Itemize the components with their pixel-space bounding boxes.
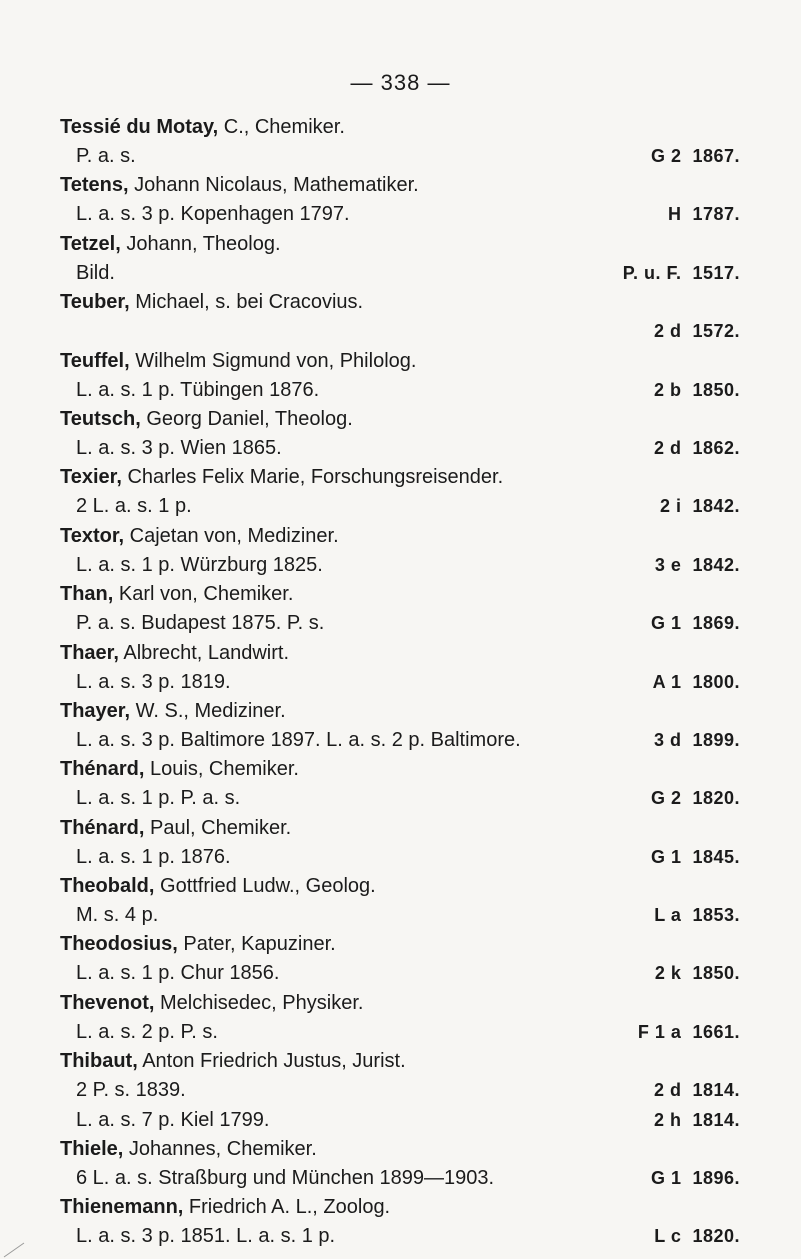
entry-shelf-code: G 1 1869.: [650, 613, 740, 634]
entry-shelf-code: 2 d 1862.: [653, 437, 740, 458]
entry-heading: [60, 639, 740, 668]
entry-heading: [60, 1135, 740, 1164]
entry-heading: [60, 872, 740, 901]
entry-detail-line: [60, 259, 740, 288]
entry-description: Paul, Chemiker.: [144, 816, 292, 839]
entry-description: Johannes, Chemiker.: [123, 1138, 317, 1161]
entry-shelf-code: 3 e 1842.: [654, 554, 740, 575]
entry-description: Georg Daniel, Theolog.: [140, 407, 353, 430]
entry-description: Johann Nicolaus, Mathematiker.: [128, 174, 419, 197]
entry-detail-line: [60, 376, 740, 405]
entry-detail-text: 2 P. s. 1839.: [76, 1079, 186, 1102]
entry-detail-text: L. a. s. 3 p. Kopenhagen 1797.: [76, 203, 350, 226]
entry-description: Cajetan von, Mediziner.: [124, 524, 339, 547]
entry-description: Wilhelm Sigmund von, Philolog.: [129, 349, 417, 372]
entry-detail-text: L. a. s. 1 p. 1876.: [76, 845, 231, 868]
entry-heading: [60, 405, 740, 434]
entry-detail-line: [60, 1164, 740, 1193]
entry: [60, 288, 740, 346]
entry: [60, 639, 740, 697]
entry-description: Albrecht, Landwirt.: [118, 641, 290, 664]
entry-heading: [60, 113, 740, 142]
entry-name: Thibaut,: [60, 1050, 138, 1073]
entry-shelf-code: A 1 1800.: [652, 671, 740, 692]
entry-detail-line: [60, 784, 740, 813]
entry-shelf-code: G 1 1845.: [650, 846, 740, 867]
entry: [60, 697, 740, 755]
entry-detail-text: L. a. s. 1 p. Chur 1856.: [76, 962, 280, 985]
entry-shelf-code: 2 d 1572.: [653, 321, 740, 342]
entry: [60, 1047, 740, 1135]
entry-name: Texier,: [60, 466, 122, 489]
entry-detail-line: [60, 1018, 740, 1047]
entry: [60, 989, 740, 1047]
entry-description: Louis, Chemiker.: [144, 758, 299, 781]
entry-detail-text: P. a. s.: [76, 145, 136, 167]
entry-detail-line: [60, 959, 740, 988]
entry-shelf-code: G 1 1896.: [650, 1168, 740, 1189]
entry-heading: [60, 463, 740, 492]
entry-description: Michael, s. bei Cracovius.: [129, 291, 364, 314]
entry-detail-line: [60, 1106, 740, 1135]
entry-heading: [60, 347, 740, 376]
entry-detail-line: [60, 901, 740, 930]
entry-name: Tetens,: [60, 174, 129, 197]
entry-name: Teuffel,: [60, 349, 130, 372]
entry-shelf-code: 2 k 1850.: [654, 963, 740, 984]
entry-name: Textor,: [60, 524, 125, 547]
entry-name: Thayer,: [60, 699, 131, 722]
entry-shelf-code: F 1 a 1661.: [637, 1021, 740, 1042]
entry-name: Theodosius,: [60, 933, 178, 956]
entry-detail-text: P. a. s. Budapest 1875. P. s.: [76, 612, 325, 635]
entry-description: Anton Friedrich Justus, Jurist.: [137, 1050, 406, 1073]
entry-name: Thevenot,: [60, 991, 155, 1014]
entry-detail-line: [60, 317, 740, 346]
entry-description: W. S., Mediziner.: [130, 699, 286, 722]
page-corner-mark: [0, 1229, 40, 1259]
entry-heading: [60, 522, 740, 551]
entry-detail-text: L. a. s. 3 p. Wien 1865.: [76, 436, 282, 459]
entry-name: Thiele,: [60, 1138, 124, 1161]
entry-description: C., Chemiker.: [218, 116, 345, 138]
entry: [60, 522, 740, 580]
entry: [60, 463, 740, 521]
entry-name: Thaer,: [60, 641, 119, 664]
entry-detail-line: [60, 1222, 740, 1251]
entry-name: Than,: [60, 583, 114, 606]
entry-shelf-code: 2 h 1814.: [653, 1109, 740, 1130]
entry-heading: [60, 1047, 740, 1076]
entry: [60, 113, 740, 171]
entry: [60, 1135, 740, 1193]
entry-detail-text: L. a. s. 1 p. Tübingen 1876.: [76, 378, 320, 401]
entry-name: Theobald,: [60, 875, 155, 898]
entry-shelf-code: 3 d 1899.: [653, 729, 740, 750]
entry: [60, 755, 740, 813]
entry-heading: [60, 989, 740, 1018]
entry-shelf-code: 2 b 1850.: [653, 379, 740, 400]
entry-shelf-code: 2 i 1842.: [659, 496, 740, 517]
page-number: — 338 —: [350, 70, 451, 95]
entry-detail-line: [60, 609, 740, 638]
entry: [60, 930, 740, 988]
entry: [60, 580, 740, 638]
entry-name: Thénard,: [60, 816, 145, 839]
entry-detail-text: 6 L. a. s. Straßburg und München 1899—1903.: [76, 1167, 495, 1190]
entry-shelf-code: G 2 1820.: [650, 788, 740, 809]
entry: [60, 814, 740, 872]
entry-heading: [60, 580, 740, 609]
entry-description: Melchisedec, Physiker.: [154, 991, 364, 1014]
entry-detail-text: Bild.: [76, 261, 115, 284]
entry-detail-line: [60, 142, 740, 171]
entry-heading: [60, 814, 740, 843]
entry-name: Thienemann,: [60, 1196, 184, 1219]
entry-detail-text: 2 L. a. s. 1 p.: [76, 495, 192, 518]
entry-shelf-code: 2 d 1814.: [653, 1080, 740, 1101]
entry: [60, 171, 740, 229]
entry-description: Gottfried Ludw., Geolog.: [154, 875, 376, 898]
entry-name: Teuber,: [60, 291, 130, 314]
entry-detail-text: M. s. 4 p.: [76, 904, 159, 927]
entry-detail-line: [60, 668, 740, 697]
entry-detail-text: L. a. s. 3 p. 1819.: [76, 670, 231, 693]
entry-detail-line: [60, 434, 740, 463]
entry-detail-line: [60, 200, 740, 229]
entry-detail-line: [60, 726, 740, 755]
entry-heading: [60, 755, 740, 784]
entry: [60, 405, 740, 463]
entry-heading: [60, 230, 740, 259]
entry-detail-text: L. a. s. 3 p. Baltimore 1897. L. a. s. 2 p. Baltimore.: [76, 728, 521, 751]
entry-description: Johann, Theolog.: [120, 232, 281, 255]
entry-heading: [60, 930, 740, 959]
entry-detail-line: [60, 551, 740, 580]
entry-detail-line: [60, 1076, 740, 1105]
entry-name: Tetzel,: [60, 232, 121, 255]
entry-heading: [60, 171, 740, 200]
entry-description: Pater, Kapuziner.: [177, 933, 336, 956]
entry-detail-text: L. a. s. 2 p. P. s.: [76, 1020, 218, 1043]
entry-shelf-code: P. u. F. 1517.: [622, 262, 740, 283]
entry-list: [60, 113, 740, 1252]
entry-detail-text: [60, 317, 76, 346]
entry-description: Friedrich A. L., Zoolog.: [183, 1196, 391, 1219]
entry-heading: [60, 697, 740, 726]
entry: [60, 1193, 740, 1251]
entry-shelf-code: G 2 1867.: [650, 146, 740, 166]
entry-heading: [60, 1193, 740, 1222]
entry: [60, 872, 740, 930]
entry-shelf-code: L c 1820.: [654, 1226, 740, 1247]
entry-heading: [60, 288, 740, 317]
entry-name: Tessié du Motay,: [60, 116, 219, 138]
entry-detail-text: L. a. s. 3 p. 1851. L. a. s. 1 p.: [76, 1225, 336, 1248]
entry: [60, 347, 740, 405]
entry-name: Teutsch,: [60, 407, 141, 430]
entry-description: Karl von, Chemiker.: [113, 583, 294, 606]
entry-detail-line: [60, 492, 740, 521]
entry-detail-line: [60, 843, 740, 872]
entry-detail-text: L. a. s. 1 p. P. a. s.: [76, 787, 241, 810]
entry-detail-text: L. a. s. 1 p. Würzburg 1825.: [76, 553, 323, 576]
entry-name: Thénard,: [60, 758, 145, 781]
entry: [60, 230, 740, 288]
entry-shelf-code: H 1787.: [667, 204, 740, 225]
entry-shelf-code: L a 1853.: [654, 905, 740, 926]
entry-description: Charles Felix Marie, Forschungsreisender.: [121, 466, 504, 489]
entry-detail-text: L. a. s. 7 p. Kiel 1799.: [76, 1108, 270, 1131]
